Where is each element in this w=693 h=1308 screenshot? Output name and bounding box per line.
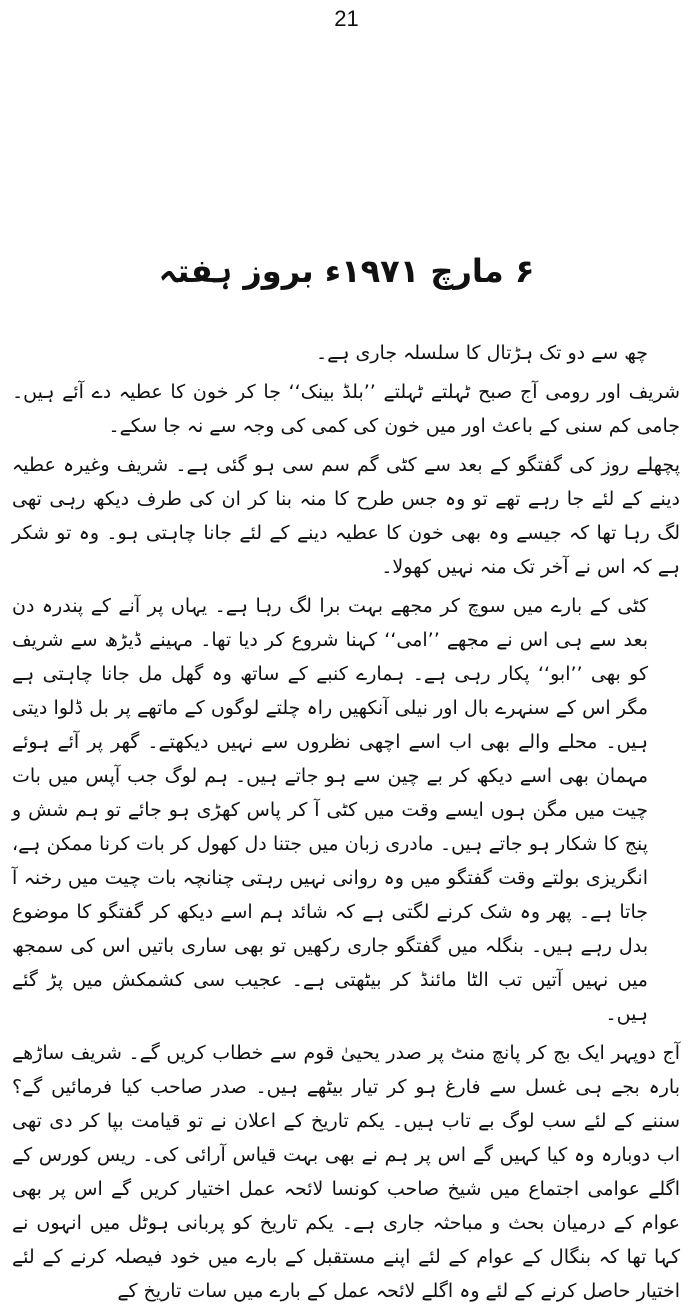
paragraph: چھ سے دو تک ہڑتال کا سلسلہ جاری ہے۔ (316, 342, 648, 364)
paragraph: پچھلے روز کی گفتگو کے بعد سے کٹی گم سم سی ہو گئی ہے۔ شریف وغیرہ عطیہ دینے کے لئے جا رہے تھے تو وہ جس طرح کا منہ بنا کر ان کی طرف دیکھ رہی تھی لگ رہا تھا کہ جیسے وہ بھی خون کا عطیہ دینے کے لئے جانا چاہتی ہو۔ وہ تو شکر ہے کہ اس نے آخر تک منہ نہیں کھولا۔ (12, 454, 680, 578)
page-number: 21 (334, 6, 359, 31)
paragraph: شریف اور رومی آج صبح ٹہلتے ٹہلتے ’’بلڈ بینک‘‘ جا کر خون کا عطیہ دے آئے ہیں۔ جامی کم سنی کے باعث اور میں خون کی کمی کی وجہ سے نہ جا سکے۔ (12, 381, 680, 437)
paragraph: کٹی کے بارے میں سوچ کر مجھے بہت برا لگ رہا ہے۔ یہاں پر آنے کے پندرہ دن بعد سے ہی اس نے مجھے ’’امی‘‘ کہنا شروع کر دیا تھا۔ مہینے ڈیڑھ سے شریف کو بھی ’’ابو‘‘ پکار رہی ہے۔ ہمارے کنبے کے ساتھ وہ گھل مل جانا چاہتی ہے مگر اس کے سنہرے بال اور نیلی آنکھیں راہ چلتے لوگوں کے ماتھے پر بل ڈلوا دیتی ہیں۔ محلے والے بھی اب اسے اچھی نظروں سے نہیں دیکھتے۔ گھر پر آئے ہوئے مہمان بھی اسے دیکھ کر بے چین سے ہو جاتے ہیں۔ ہم لوگ جب آپس میں بات چیت میں مگن ہوں ایسے وقت میں کٹی آ کر پاس کھڑی ہو جائے تو ہم شش و پنج کا شکار ہو جاتے ہیں۔ مادری زبان میں جتنا دل کھول کر بات کرنا ممکن ہے، انگریزی بولتے وقت گفتگو میں وہ روانی نہیں رہتی چنانچہ بات چیت میں رخنہ آ جاتا ہے۔ پھر وہ شک کرنے لگتی ہے کہ شائد ہم اسے دیکھ کر گفتگو کا موضوع بدل رہے ہیں۔ بنگلہ میں گفتگو جاری رکھیں تو بھی ساری باتیں اس کی سمجھ میں نہیں آتیں تب الٹا مائنڈ کر بیٹھتی ہے۔ عجیب سی کشمکش میں پڑ گئے ہیں۔ (12, 595, 648, 1025)
diary-body (12, 336, 680, 1308)
diary-date-heading: ۶ مارچ ۱۹۷۱ء بروز ہفتہ (158, 252, 535, 290)
paragraph: آج دوپہر ایک بج کر پانچ منٹ پر صدر یحییٰ قوم سے خطاب کریں گے۔ شریف ساڑھے بارہ بجے ہی غسل سے فارغ ہو کر تیار بیٹھے ہیں۔ صدر صاحب کیا فرمائیں گے؟ سننے کے لئے سب لوگ بے تاب ہیں۔ یکم تاریخ کے اعلان نے تو قیامت بپا کر دی تھی اب دوبارہ وہ کیا کہیں گے اس پر ہم نے بھی بہت قیاس آرائی کی۔ ریس کورس کے اگلے عوامی اجتماع میں شیخ صاحب کونسا لائحہ عمل اختیار کریں گے اس پر بھی عوام کے درمیان بحث و مباحثہ جاری ہے۔ یکم تاریخ کو پربانی ہوٹل میں انہوں نے کہا تھا کہ بنگال کے عوام کے لئے اپنے مستقبل کے بارے میں خود فیصلہ کرنے کے لئے اختیار حاصل کرنے کے لئے وہ اگلے لائحہ عمل کے بارے میں سات تاریخ کے (12, 1042, 680, 1302)
